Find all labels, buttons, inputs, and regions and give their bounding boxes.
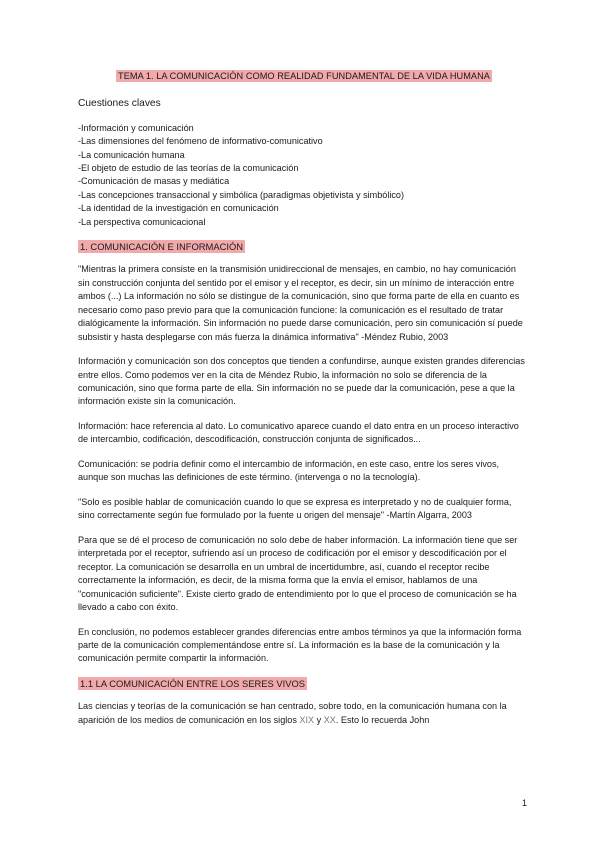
century-xix: XIX [299,714,315,725]
document-title: TEMA 1. LA COMUNICACIÓN COMO REALIDAD FUNDAMENTAL DE LA VIDA HUMANA [118,71,490,81]
paragraph-comunicacion-def: Comunicación: se podría definir como el intercambio de información, en este caso, entre los seres vivos, aunque son muchas las definiciones de este término. (intervenga o no la tecnología). [78,458,500,483]
paragraph-text: y [314,714,324,725]
document-body [78,70,530,738]
century-xx: XX [323,714,336,725]
quote-mendez-rubio: "Mientras la primera consiste en la transmisión unidireccional de mensajes, en cambio, no hay comunicación sin construcción conjunta del sentido por el emisor y el receptor, es decir, sin un mínimo de interacción entre ambos (...) La información no sólo se distingue de la comunicación, sino que forma parte de ella en cuanto es necesario como paso previo para que la comunicación funcione: la comunicación es el resultado de tratar dialógicamente la información. Sin información no puede darse comunicación, pero sin comunicación sí puede subsistir y hasta desplegarse con más fuerza la dinámica informativa" -Méndez Rubio, 2003 [78,264,523,342]
key-question-item: -Información y comunicación [78,122,194,133]
paragraph-conclusion: En conclusión, no podemos establecer grandes diferencias entre ambos términos ya que la información forma parte de la comunicación complementándose entre sí. La información es la base de la comunicación y la comunicación permite compartir la información. [78,626,522,664]
paragraph-informacion-def: Información: hace referencia al dato. Lo comunicativo aparece cuando el dato entra en un proceso interactivo de intercambio, codificación, descodificación, construcción conjunta de significados... [78,420,519,445]
key-question-item: -Comunicación de masas y mediática [78,176,230,187]
title-block [78,70,530,83]
key-question-item: -El objeto de estudio de las teorías de la comunicación [78,163,299,174]
key-question-item: -Las dimensiones del fenómeno de informativo-comunicativo [78,136,323,147]
section-1-heading-wrap [78,240,530,253]
key-questions-list [78,122,530,229]
paragraph: Para que se dé el proceso de comunicación no solo debe de haber información. La información tiene que ser interpretada por el receptor, sufriendo así un proceso de codificación por el emisor y descodificación por el receptor. La comunicación se desarrolla en un umbral de incertidumbre, así, cuando el receptor recibe correctamente la información, es decir, de la misma forma que la envía el emisor, hablamos de una "comunicación suficiente". Existe cierto grado de entendimiento por lo que el proceso de comunicación se ha llevado a cabo con éxito. [78,534,518,612]
paragraph-text: Las ciencias y teorías de la comunicación se han centrado, sobre todo, en la comunicación humana con la aparición de los medios de comunicación en los siglos [78,701,507,725]
paragraph-text: . Esto lo recuerda John [335,714,430,725]
section-1-1-heading: 1.1 LA COMUNICACIÓN ENTRE LOS SERES VIVOS [80,677,306,689]
key-question-item: -Las concepciones transaccional y simbólica (paradigmas objetivista y simbólico) [78,189,405,200]
quote-martin-algarra: "Solo es posible hablar de comunicación cuando lo que se expresa es interpretado y no de cualquier forma, sino correctamente según fue formulado por la fuente u origen del mensaje" -Martín Algarra, 2003 [78,496,512,521]
paragraph: Información y comunicación son dos conceptos que tienden a confundirse, aunque existen grandes diferencias entre ellos. Como podemos ver en la cita de Méndez Rubio, la información no solo se diferencia de la comunicación, sino que forma parte de ella. Sin información no se puede dar la comunicación, pese a que la información existe sin la comunicación. [78,356,525,407]
page-number: 1 [522,798,528,808]
key-question-item: -La identidad de la investigación en comunicación [78,203,279,214]
section-1-1-heading-wrap [78,677,530,690]
key-questions-heading: Cuestiones claves [78,98,161,110]
key-question-item: -La comunicación humana [78,149,185,160]
key-question-item: -La perspectiva comunicacional [78,216,206,227]
paragraph-seres-vivos [78,700,530,727]
section-1-heading: 1. COMUNICACIÓN E INFORMACIÓN [80,241,244,253]
